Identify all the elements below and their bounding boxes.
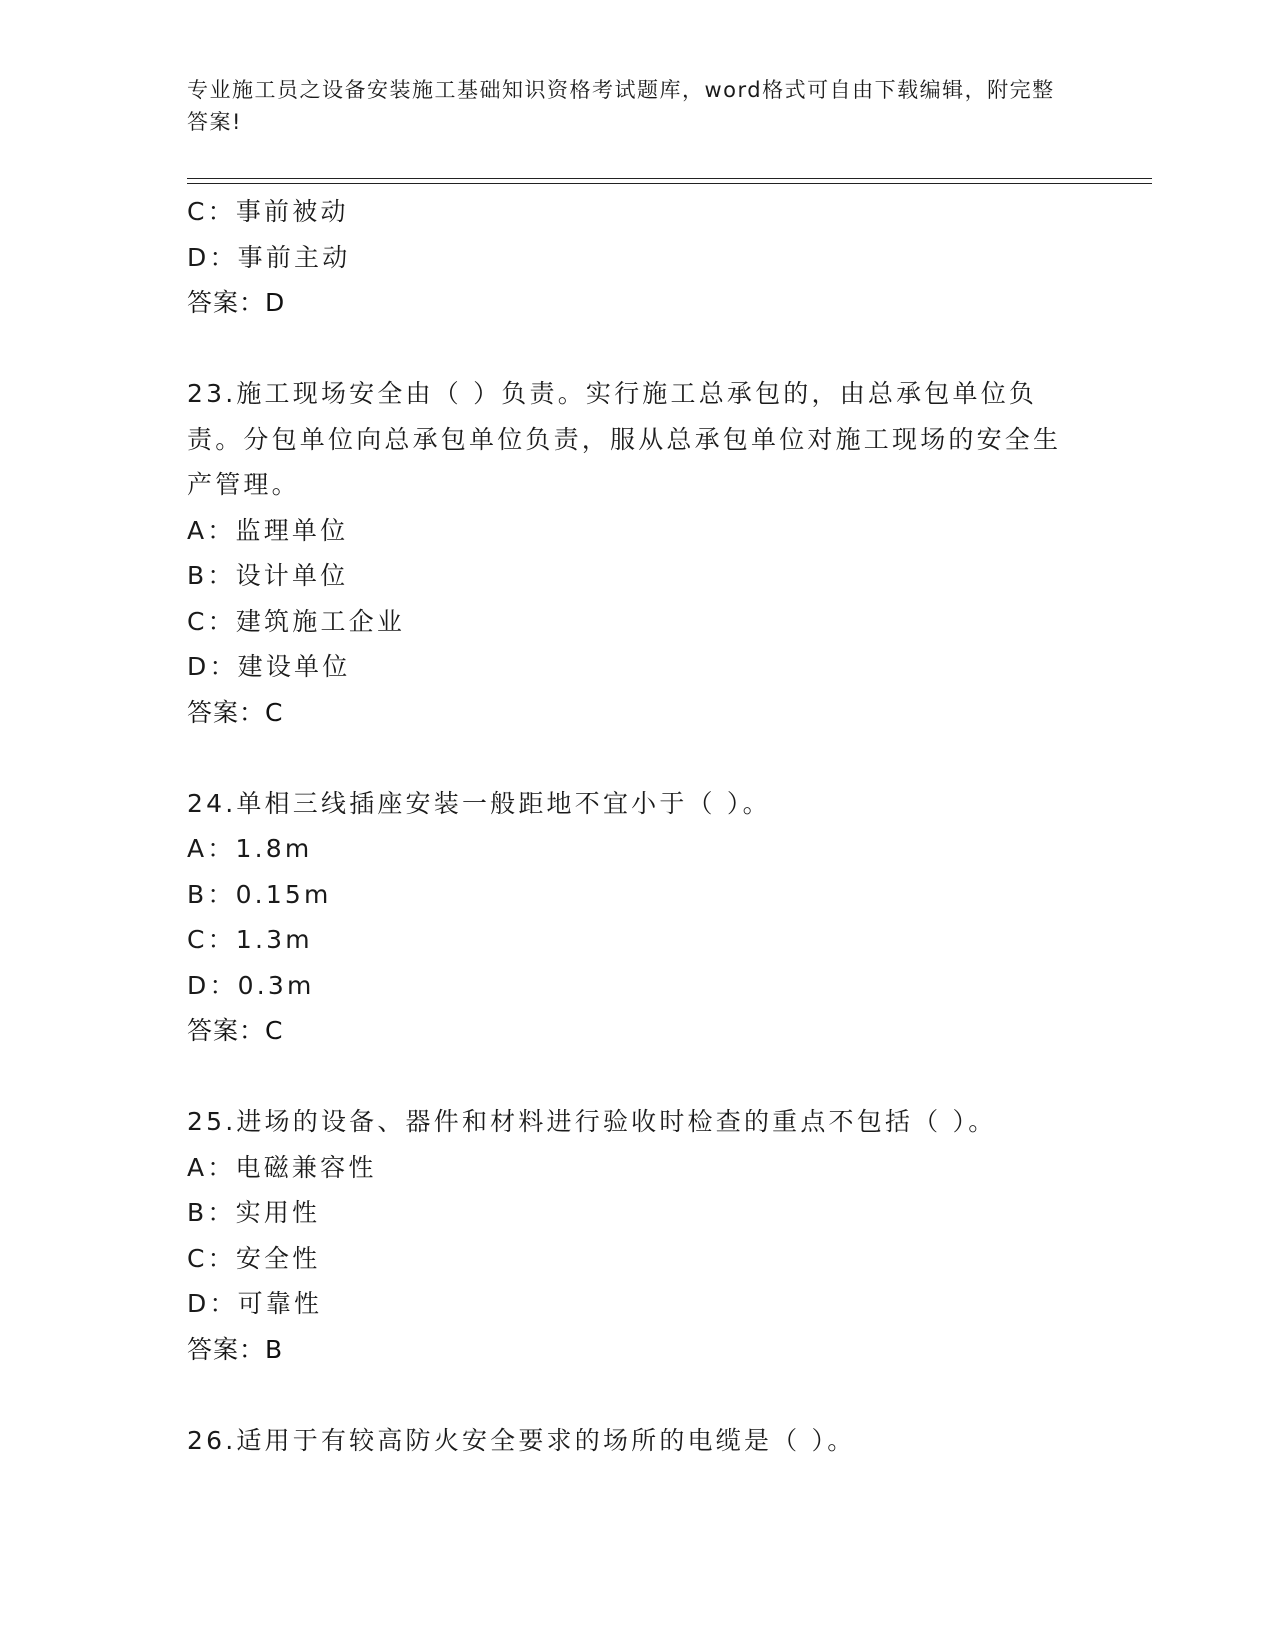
answer-line: 答案：C: [187, 1016, 284, 1045]
spacer: [187, 326, 1067, 372]
question-block: [187, 1418, 1067, 1464]
question-block: [187, 189, 1067, 326]
question-block: [187, 781, 1067, 1054]
option-key: B：: [187, 879, 236, 909]
option-text: 1.8m: [235, 834, 313, 863]
option-key: C：: [187, 1243, 236, 1273]
answer-line: 答案：B: [187, 1334, 284, 1364]
option-d: [187, 963, 1067, 1009]
option-key: B：: [187, 1198, 236, 1227]
answer-line: 答案：C: [187, 697, 284, 727]
option-key: A：: [187, 834, 236, 863]
option-key: B：: [187, 561, 236, 590]
option-text: 安全性: [235, 1243, 321, 1273]
option-c: [187, 917, 1067, 963]
option-text: 事前被动: [235, 197, 349, 226]
question-block: [187, 1099, 1067, 1372]
option-key: C：: [187, 606, 236, 636]
header-rule-bottom: [187, 183, 1152, 184]
document-header: 专业施工员之设备安装施工基础知识资格考试题库，word格式可自由下载编辑，附完整答案!: [187, 78, 1055, 134]
option-a: [187, 508, 1067, 554]
spacer: [187, 735, 1067, 781]
answer-line: 答案：D: [187, 288, 286, 317]
option-text: 建筑施工企业: [235, 606, 406, 636]
option-text: 0.15m: [235, 879, 332, 909]
option-key: A：: [187, 515, 236, 545]
option-key: D：: [187, 242, 238, 272]
option-b: [187, 1190, 1067, 1236]
question-list: [187, 189, 1067, 1463]
option-a: [187, 1145, 1067, 1191]
question-text: 26.适用于有较高防火安全要求的场所的电缆是（ ）。: [187, 1425, 856, 1455]
option-key: C：: [187, 925, 236, 954]
option-key: D：: [187, 970, 238, 1000]
question-text: 25.进场的设备、器件和材料进行验收时检查的重点不包括（ ）。: [187, 1107, 997, 1136]
option-key: A：: [187, 1152, 236, 1182]
option-c: [187, 1236, 1067, 1282]
option-text: 电磁兼容性: [235, 1152, 377, 1182]
option-c: [187, 599, 1067, 645]
option-text: 建设单位: [237, 652, 351, 681]
option-b: [187, 553, 1067, 599]
option-text: 1.3m: [235, 925, 313, 954]
option-d: [187, 235, 1067, 281]
question-text: 23.施工现场安全由（ ）负责。实行施工总承包的，由总承包单位负责。分包单位向总承包单位负责，服从总承包单位对施工现场的安全生产管理。: [187, 379, 1062, 499]
option-text: 事前主动: [237, 242, 351, 272]
option-d: [187, 644, 1067, 690]
spacer: [187, 1372, 1067, 1418]
question-block: [187, 371, 1067, 735]
question-text: 24.单相三线插座安装一般距地不宜小于（ ）。: [187, 788, 771, 818]
option-text: 实用性: [235, 1198, 321, 1227]
option-key: C：: [187, 197, 236, 226]
spacer: [187, 1054, 1067, 1100]
option-b: [187, 872, 1067, 918]
option-text: 0.3m: [237, 970, 315, 1000]
option-text: 可靠性: [237, 1289, 323, 1318]
option-a: [187, 826, 1067, 872]
option-key: D：: [187, 1289, 238, 1318]
option-text: 监理单位: [235, 515, 349, 545]
header-rule-top: [187, 178, 1152, 179]
option-c: [187, 189, 1067, 235]
option-text: 设计单位: [235, 561, 349, 590]
option-d: [187, 1281, 1067, 1327]
option-key: D：: [187, 652, 238, 681]
